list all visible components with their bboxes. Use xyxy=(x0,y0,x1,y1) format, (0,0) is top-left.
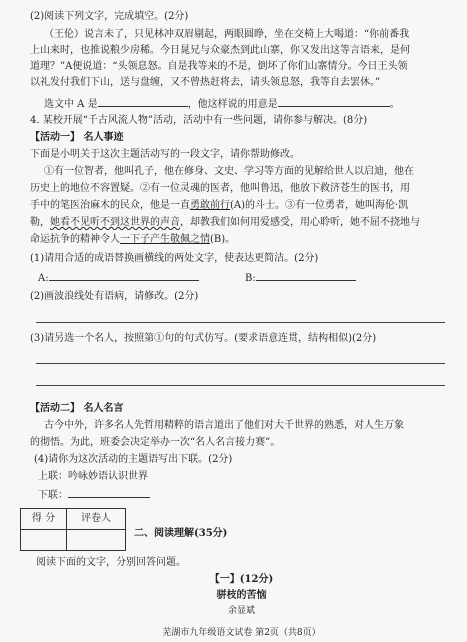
label-b: B: xyxy=(244,273,256,284)
activity-one-paragraph: ①有一位智者，他叫孔子，他在修身、文史、学习等方面的见解给世人以启迪，他在 xyxy=(44,166,414,177)
activity-two-text: 的彻悟。为此，班委会决定举办一次“名人名言接力赛”。 xyxy=(30,437,281,448)
q2-stem: (2)阅读下列文字，完成填空。(2分) xyxy=(30,11,189,22)
activity-one-paragraph: 手中的笔医治麻木的民众，他是一直勇敢前行(A)的斗士。③有一位勇者，她叫海伦·凯 xyxy=(30,200,409,211)
wavy-underlined-phrase: 她看不见听不到这世界的声音 xyxy=(50,217,180,228)
activity-two-title: 【活动二】 名人名言 xyxy=(30,403,124,414)
q4-stem: 4. 某校开展“千古风流人物”活动，活动中有一些问题，请你参与解决。(8分) xyxy=(30,115,368,126)
couplet-upper: 上联：吟咏妙语认识世界 xyxy=(38,471,148,482)
sub-question-1: (1)请用合适的成语替换画横线的两处文字，使表达更简洁。(2分) xyxy=(30,253,319,264)
answer-blank[interactable] xyxy=(278,96,390,107)
answer-line[interactable] xyxy=(36,363,445,364)
sub-question-3: (3)请另选一个名人，按照第①句的句式仿写。(要求语意连贯，结构相似)(2分) xyxy=(30,333,377,344)
underlined-phrase-a: 勇敢前行 xyxy=(190,200,230,211)
q2-passage-line: 以礼发付我们下山，送与盘缠，又不曾热赶将去，请头领息怒，我等自去罢休。” xyxy=(30,77,381,88)
q2-fill-mid: ，他这样说的用意是 xyxy=(187,99,278,110)
part-one-label: 【一】(12分) xyxy=(209,574,274,585)
answer-blank-a[interactable] xyxy=(49,270,199,281)
q2-fill-line xyxy=(44,96,453,112)
page-footer: 芜湖市九年级语文试卷 第2页（共8页） xyxy=(162,628,321,638)
activity-two-text: 古今中外，许多名人先哲用精粹的语言道出了他们对大千世界的熟悉，对人生万象 xyxy=(44,420,404,431)
score-cell[interactable] xyxy=(21,530,67,551)
section-two-title: 二、阅读理解(35分) xyxy=(134,528,228,539)
activity-one-title: 【活动一】 名人事迹 xyxy=(30,132,124,143)
answer-blank[interactable] xyxy=(98,96,188,107)
sub-question-4: (4)请你为这次活动的主题语写出下联。(2分) xyxy=(34,454,233,465)
activity-one-intro: 下面是小明关于这次主题活动写的一段文字，请你帮助修改。 xyxy=(30,149,300,160)
grader-cell[interactable] xyxy=(67,530,126,551)
answer-line[interactable] xyxy=(36,322,445,323)
q2-fill-end: 。 xyxy=(389,99,400,110)
score-table xyxy=(20,508,126,551)
q2-passage-line: 上山来时，也推说粮少房稀。今日晁兄与众豪杰到此山寨，你又发出这等言语来，是何 xyxy=(30,45,410,56)
label-a: A: xyxy=(38,273,49,284)
grader-header: 评卷人 xyxy=(67,509,126,530)
section-two-instruction: 阅读下面的文字，分别回答问题。 xyxy=(36,557,186,568)
answer-line-ab xyxy=(38,270,453,286)
essay-author: 余显斌 xyxy=(227,606,255,616)
essay-title: 骈枝的苦恼 xyxy=(216,590,267,601)
answer-blank-b[interactable] xyxy=(256,270,356,281)
couplet-lower-label: 下联： xyxy=(38,490,68,501)
q2-passage-line: 道理？”A便说道：“头领息怒。自是我等来的不是，倒坏了你们山寨情分。今日王头领 xyxy=(30,61,408,72)
couplet-lower-line xyxy=(38,487,453,503)
score-header: 得 分 xyxy=(21,509,67,530)
answer-line[interactable] xyxy=(36,385,445,386)
activity-one-paragraph: 勒，她看不见听不到这世界的声音，却教我们如何用爱感受，用心聆听，她不屈不挠地与 xyxy=(30,217,420,228)
activity-one-paragraph: 历史上的地位不容置疑。②有一位灵魂的医者，他叫鲁迅，他放下救济苍生的医书，用 xyxy=(30,183,410,194)
activity-one-paragraph: 命运抗争的精神令人一下子产生敬佩之情(B)。 xyxy=(30,234,236,245)
couplet-answer-blank[interactable] xyxy=(68,487,150,498)
sub-question-2: (2)画波浪线处有语病，请修改。(2分) xyxy=(30,291,199,302)
underlined-phrase-b: 一下子产生敬佩之情 xyxy=(120,234,210,245)
q2-passage-line: （王伦）说言未了，只见林冲双眉剔起，两眼圆睁，坐在交椅上大喝道：“你前番我 xyxy=(44,29,410,40)
q2-fill-prefix: 选文中 A 是 xyxy=(44,99,98,110)
